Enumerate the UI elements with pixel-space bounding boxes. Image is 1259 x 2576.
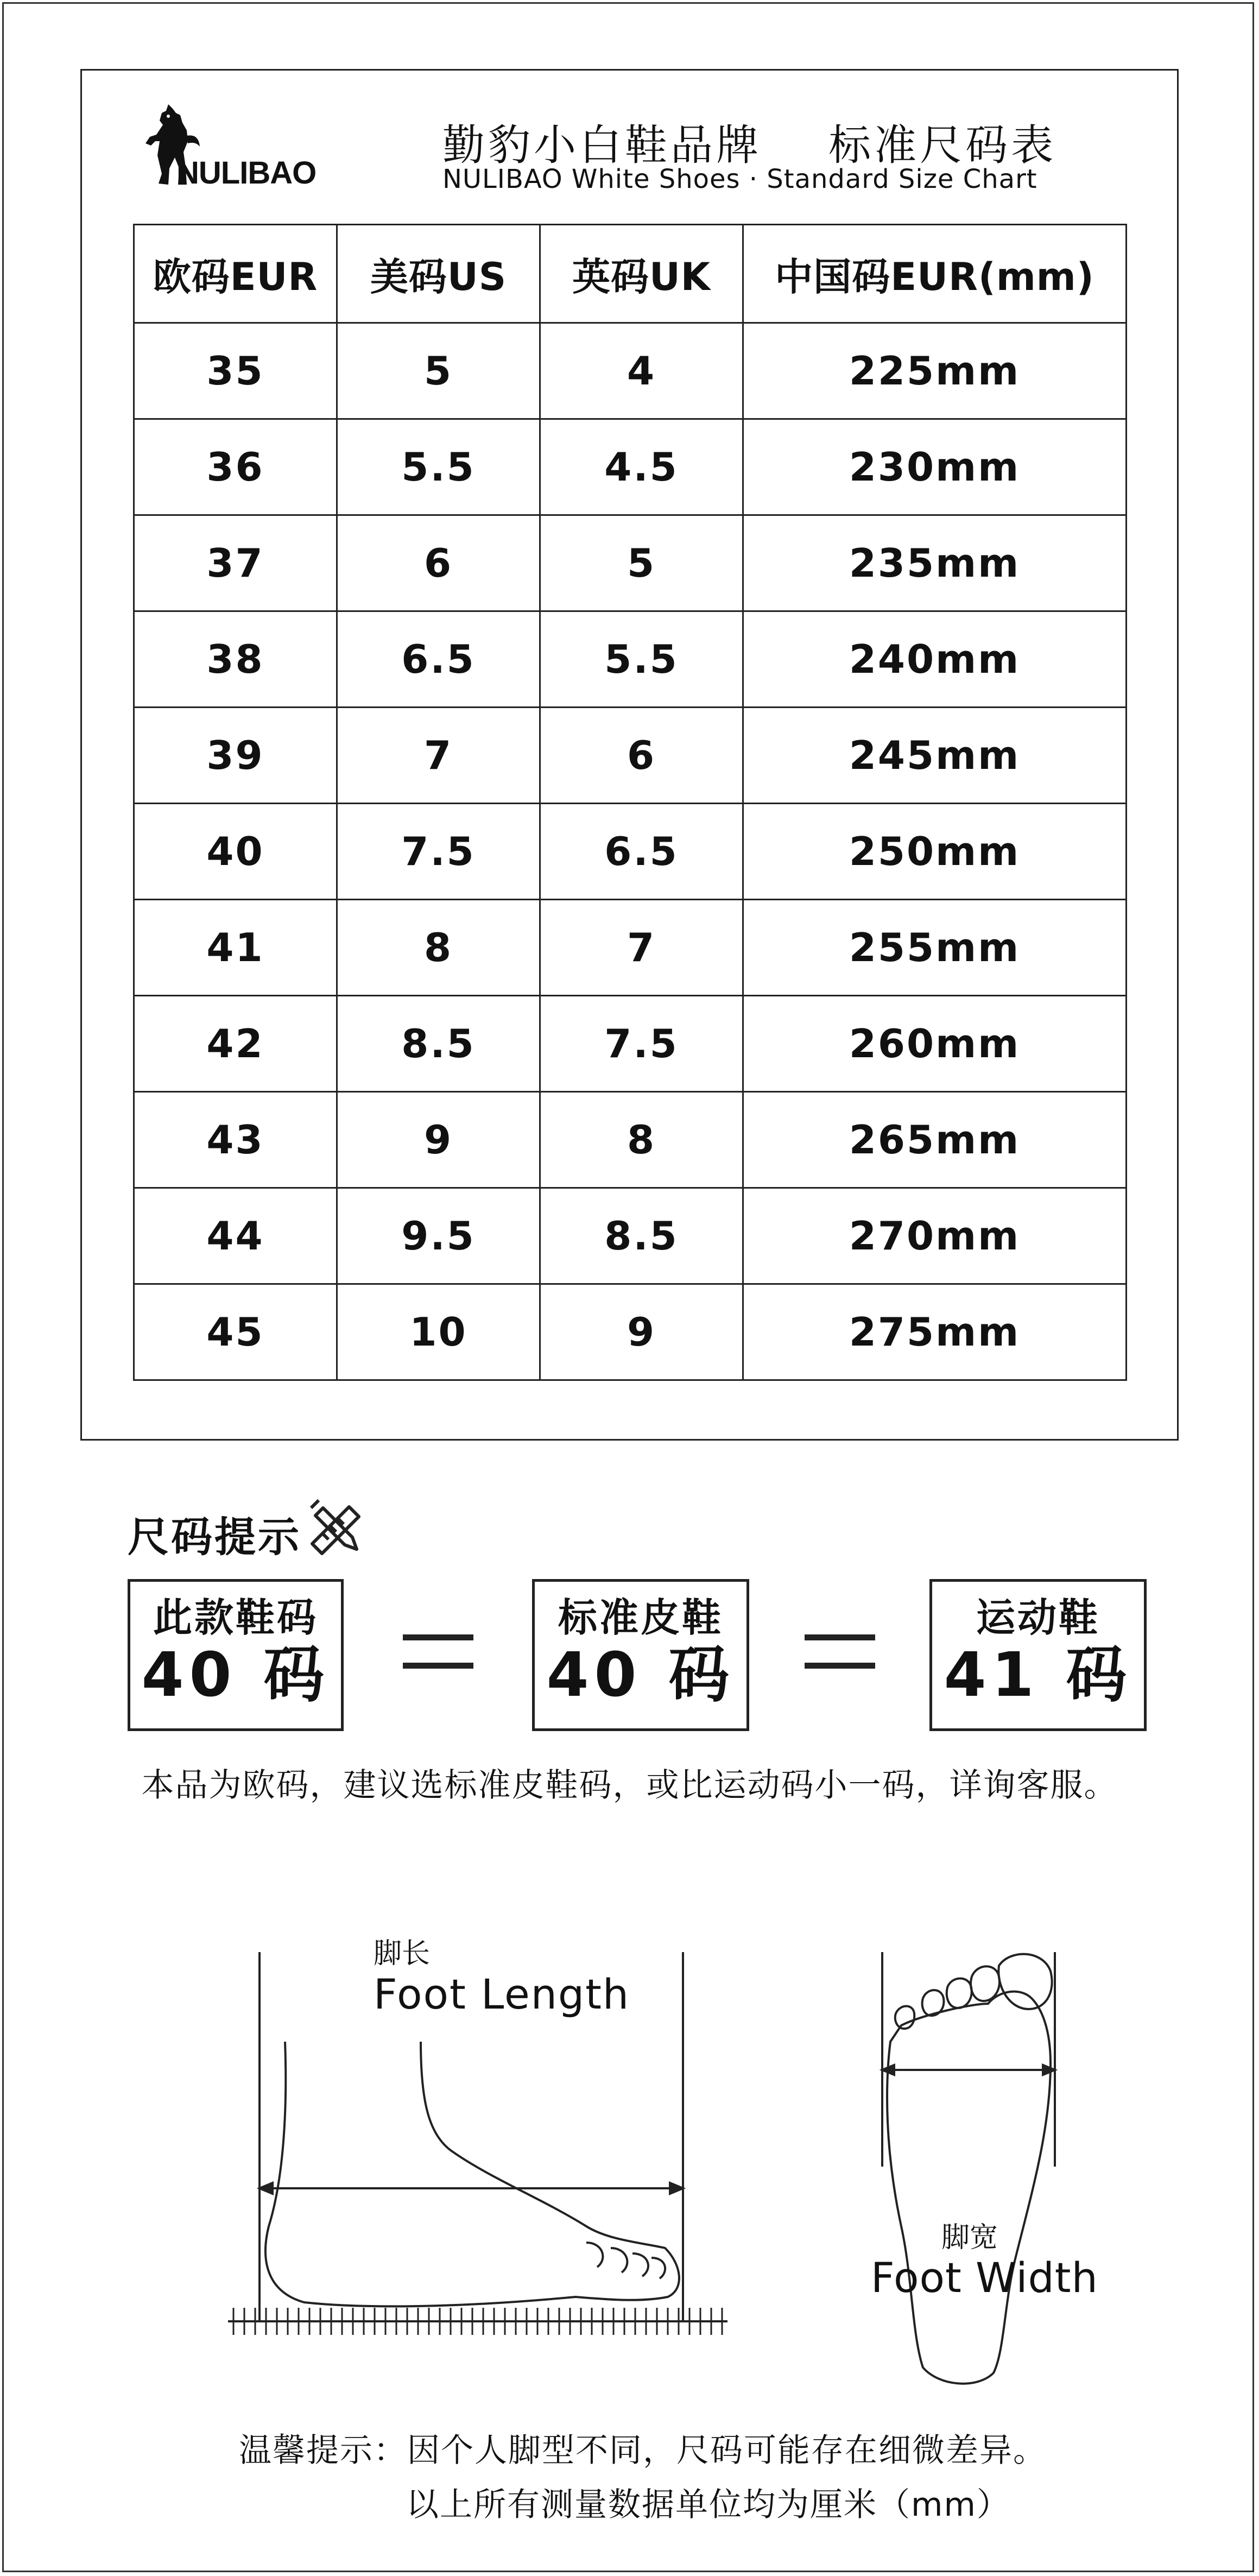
cell-uk: 5 bbox=[540, 515, 743, 611]
table-row bbox=[134, 1284, 1127, 1380]
top-foot-outline bbox=[887, 1992, 1051, 2384]
foot-width-label-en: Foot Width bbox=[871, 2253, 1098, 2302]
header-uk: 英码UK bbox=[540, 225, 743, 323]
cell-eur: 39 bbox=[134, 708, 337, 804]
cell-us: 5 bbox=[337, 323, 540, 419]
equals-sign bbox=[403, 1634, 473, 1672]
sneaker-value: 41 码 bbox=[944, 1640, 1133, 1710]
cell-eur: 35 bbox=[134, 323, 337, 419]
cell-eur: 40 bbox=[134, 804, 337, 900]
table-row bbox=[134, 708, 1127, 804]
table-row bbox=[134, 515, 1127, 611]
size-table bbox=[133, 224, 1127, 1381]
cell-uk: 7.5 bbox=[540, 996, 743, 1092]
table-row bbox=[134, 1188, 1127, 1284]
sneaker-label: 运动鞋 bbox=[976, 1595, 1100, 1640]
table-row bbox=[134, 419, 1127, 515]
cell-uk: 8 bbox=[540, 1092, 743, 1188]
cell-uk: 7 bbox=[540, 900, 743, 996]
table-header-row bbox=[134, 225, 1127, 323]
cell-eur: 44 bbox=[134, 1188, 337, 1284]
cell-us: 7 bbox=[337, 708, 540, 804]
cell-uk: 6 bbox=[540, 708, 743, 804]
this-shoe-size-box bbox=[128, 1579, 344, 1731]
header-cn-mm: 中国码EUR(mm) bbox=[743, 225, 1127, 323]
table-row bbox=[134, 1092, 1127, 1188]
cell-us: 8.5 bbox=[337, 996, 540, 1092]
table-row bbox=[134, 323, 1127, 419]
chart-title-en: NULIBAO White Shoes · Standard Size Chart bbox=[442, 164, 1037, 194]
equals-sign bbox=[805, 1634, 875, 1672]
foot-width-label-cn: 脚宽 bbox=[941, 2221, 998, 2254]
chart-title-cn: 勤豹小白鞋品牌 标准尺码表 bbox=[442, 121, 1057, 170]
leather-shoe-size-box bbox=[532, 1579, 749, 1731]
cell-eur: 41 bbox=[134, 900, 337, 996]
side-foot-outline bbox=[265, 2042, 679, 2306]
cell-eur: 43 bbox=[134, 1092, 337, 1188]
cell-cn-mm: 240mm bbox=[743, 611, 1127, 708]
cell-cn-mm: 255mm bbox=[743, 900, 1127, 996]
size-tips-heading: 尺码提示 bbox=[128, 1513, 301, 1561]
cell-cn-mm: 225mm bbox=[743, 323, 1127, 419]
cell-cn-mm: 265mm bbox=[743, 1092, 1127, 1188]
cell-uk: 4.5 bbox=[540, 419, 743, 515]
cell-us: 6.5 bbox=[337, 611, 540, 708]
table-row bbox=[134, 804, 1127, 900]
cell-uk: 6.5 bbox=[540, 804, 743, 900]
cell-us: 8 bbox=[337, 900, 540, 996]
cell-cn-mm: 275mm bbox=[743, 1284, 1127, 1380]
footer-unit-note: 以上所有测量数据单位均为厘米（mm） bbox=[406, 2486, 1010, 2524]
this-shoe-label: 此款鞋码 bbox=[153, 1595, 318, 1640]
cell-us: 7.5 bbox=[337, 804, 540, 900]
cell-us: 9 bbox=[337, 1092, 540, 1188]
header-eur: 欧码EUR bbox=[134, 225, 337, 323]
cell-us: 5.5 bbox=[337, 419, 540, 515]
table-row bbox=[134, 996, 1127, 1092]
cell-uk: 5.5 bbox=[540, 611, 743, 708]
table-row bbox=[134, 611, 1127, 708]
cell-cn-mm: 230mm bbox=[743, 419, 1127, 515]
cell-us: 10 bbox=[337, 1284, 540, 1380]
this-shoe-value: 40 码 bbox=[141, 1640, 330, 1710]
sneaker-size-box bbox=[929, 1579, 1147, 1731]
cell-cn-mm: 270mm bbox=[743, 1188, 1127, 1284]
cell-eur: 36 bbox=[134, 419, 337, 515]
cell-cn-mm: 260mm bbox=[743, 996, 1127, 1092]
logo-wordmark: NULIBAO bbox=[176, 155, 317, 191]
footer-warning: 温馨提示：因个人脚型不同，尺码可能存在细微差异。 bbox=[239, 2432, 1047, 2470]
table-row bbox=[134, 900, 1127, 996]
foot-length-label-en: Foot Length bbox=[374, 1970, 630, 2018]
cell-uk: 9 bbox=[540, 1284, 743, 1380]
leather-shoe-label: 标准皮鞋 bbox=[558, 1595, 723, 1640]
cell-cn-mm: 250mm bbox=[743, 804, 1127, 900]
cell-cn-mm: 235mm bbox=[743, 515, 1127, 611]
cell-eur: 45 bbox=[134, 1284, 337, 1380]
foot-length-label-cn: 脚长 bbox=[374, 1937, 431, 1970]
ruler-pencil-icon bbox=[307, 1496, 369, 1556]
cell-uk: 4 bbox=[540, 323, 743, 419]
cell-us: 6 bbox=[337, 515, 540, 611]
cell-us: 9.5 bbox=[337, 1188, 540, 1284]
cell-eur: 42 bbox=[134, 996, 337, 1092]
cell-eur: 38 bbox=[134, 611, 337, 708]
cell-eur: 37 bbox=[134, 515, 337, 611]
size-advice-note: 本品为欧码，建议选标准皮鞋码，或比运动码小一码，详询客服。 bbox=[141, 1766, 1118, 1804]
cell-uk: 8.5 bbox=[540, 1188, 743, 1284]
leather-shoe-value: 40 码 bbox=[546, 1640, 735, 1710]
cell-cn-mm: 245mm bbox=[743, 708, 1127, 804]
header-us: 美码US bbox=[337, 225, 540, 323]
